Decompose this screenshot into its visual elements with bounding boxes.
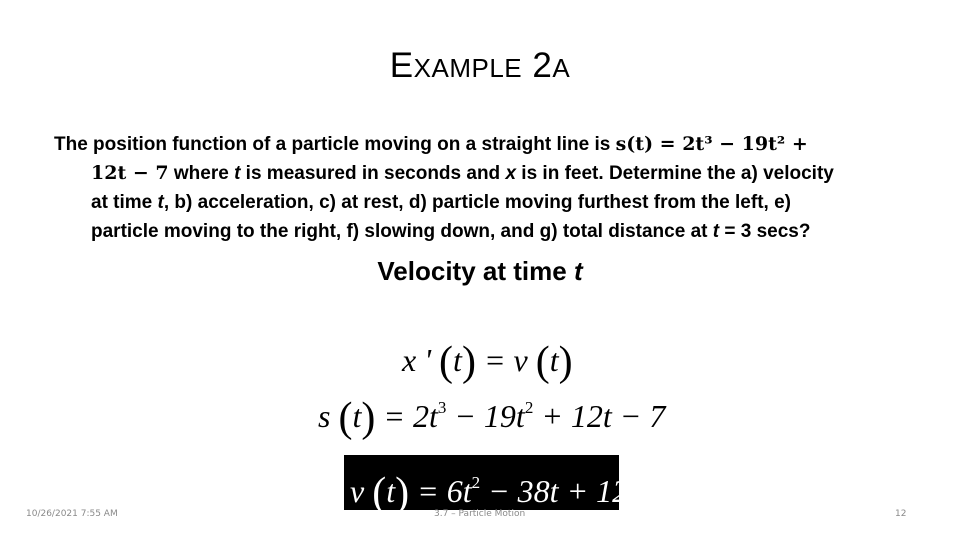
eq-part: = 2t <box>375 398 438 434</box>
exponent: 3 <box>437 398 447 417</box>
paren: ) <box>558 339 573 385</box>
var-t: t <box>712 221 720 242</box>
var-t: t <box>573 256 583 286</box>
eq-part: = 6t <box>409 473 472 509</box>
eq-part: t <box>386 473 396 509</box>
problem-line-3 <box>54 188 916 217</box>
problem-text: where <box>168 163 235 184</box>
slide-title <box>0 46 960 86</box>
eq-part: − 38t + 12 <box>480 473 629 509</box>
eq-part: t <box>549 342 559 378</box>
problem-text: is in feet. Determine the a) velocity <box>516 163 834 184</box>
paren: ) <box>461 339 476 385</box>
exponent: 2 <box>524 398 534 417</box>
title-number: 2 <box>532 46 553 85</box>
problem-line-2 <box>54 159 916 188</box>
footer-page-number: 12 <box>895 509 907 519</box>
position-function-math: s(t) = 2t³ − 19t² + <box>615 133 808 155</box>
paren: ) <box>361 395 376 441</box>
derivative-equation <box>402 338 573 386</box>
paren: ( <box>372 470 387 516</box>
problem-text: is measured in seconds and <box>240 163 506 184</box>
problem-text: , b) acceleration, c) at rest, d) particle moving furthest from the left, e) <box>163 192 791 213</box>
paren: ( <box>535 339 550 385</box>
problem-text: The position function of a particle moving on a straight line is <box>54 134 616 155</box>
paren: ) <box>395 470 410 516</box>
eq-part: = v <box>475 342 536 378</box>
title-initial: E <box>389 46 414 85</box>
eq-part: + 12t − 7 <box>533 398 666 434</box>
heading-text: Velocity at time <box>377 256 567 286</box>
eq-part: x ' <box>402 342 440 378</box>
paren: ( <box>338 395 353 441</box>
var-t: t <box>234 163 241 184</box>
footer-date: 10/26/2021 7:55 AM <box>26 509 118 519</box>
problem-line-4 <box>54 217 916 246</box>
paren: ( <box>439 339 454 385</box>
position-equation <box>318 394 665 442</box>
footer-section: 3.7 – Particle Motion <box>434 509 526 519</box>
velocity-heading <box>0 256 960 287</box>
problem-text: = 3 secs? <box>719 221 811 242</box>
position-function-math-cont: 12t − 7 <box>91 162 169 184</box>
exponent: 2 <box>471 473 481 492</box>
title-suffix: A <box>552 53 571 83</box>
eq-part: t <box>453 342 462 378</box>
eq-part: t <box>352 398 362 434</box>
problem-text: particle moving to the right, f) slowing down, and g) total distance at <box>91 221 713 242</box>
problem-text: at time <box>91 192 158 213</box>
eq-part: s <box>318 398 339 434</box>
problem-statement <box>54 130 916 246</box>
problem-line-1 <box>54 130 916 159</box>
eq-part: − 19t <box>446 398 525 434</box>
title-rest: XAMPLE <box>413 53 523 83</box>
var-x: x <box>505 163 517 184</box>
eq-part: v <box>350 473 373 509</box>
var-t: t <box>157 192 164 213</box>
